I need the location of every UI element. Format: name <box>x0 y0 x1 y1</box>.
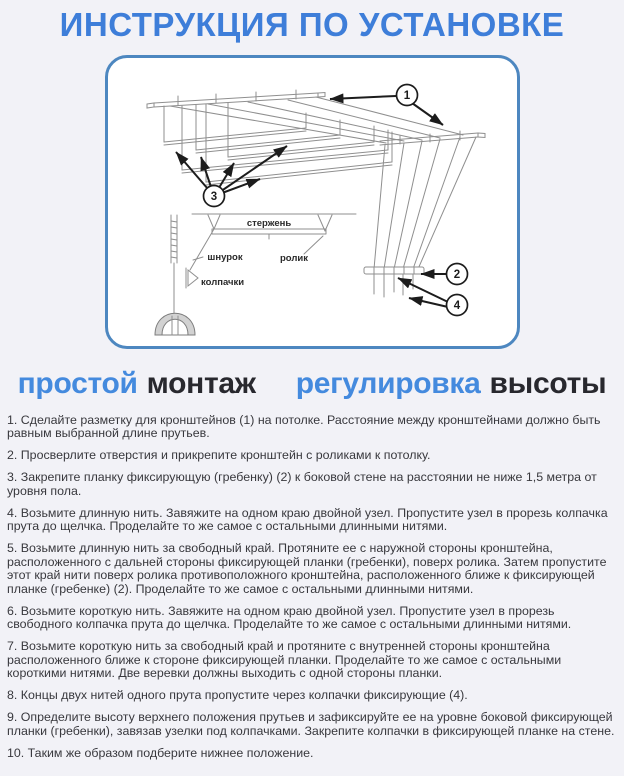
svg-text:1: 1 <box>403 89 410 102</box>
instruction-step-8: 8. Концы двух нитей одного прута пропустите через колпачки фиксирующие (4). <box>7 688 468 703</box>
subtitle-word-adjust: регулировка <box>295 366 481 400</box>
instruction-step-1: 1. Сделайте разметку для кронштейнов (1) на потолке. Расстояние между кронштейнами должно быть равным выбранной длине прутьев. <box>7 412 601 441</box>
instruction-list <box>0 401 624 761</box>
label-cord: шнурок <box>206 251 243 263</box>
callout-4 <box>446 294 467 315</box>
subtitle-phrase-height <box>296 367 607 401</box>
label-rod: стержень <box>246 217 291 229</box>
callout-3 <box>203 185 224 206</box>
instruction-step-5: 5. Возьмите длинную нить за свободный край. Протяните ее с наружной стороны кронштейна, расположенного с дальней стороны фиксирующей планки (гребенки), поверх ролика. Затем пропустите этот край нити поверх ролика противоположного кронштейна, расположенного ближе к фиксирующей планке (гребенке) (2). Проделайте то же самое с остальными длинными нитями. <box>7 541 607 596</box>
instruction-step-2: 2. Просверлите отверстия и прикрепите кронштейн с роликами к потолку. <box>7 448 431 463</box>
detail-inset <box>155 214 356 335</box>
subtitle-phrase-montage <box>18 367 256 401</box>
svg-text:2: 2 <box>453 268 460 281</box>
label-caps: колпачки <box>200 276 244 288</box>
installation-diagram <box>108 58 517 346</box>
subtitle-word-montage: монтаж <box>146 366 256 400</box>
ceiling-bracket-near <box>380 131 485 145</box>
subtitle-word-simple: простой <box>17 366 138 400</box>
callout-2 <box>446 263 467 284</box>
instruction-step-9: 9. Определите высоту верхнего положения прутьев и зафиксируйте ее на уровне боковой фиксирующей планки (гребенки), завязав узелки под колпачками. Закрепите колпачки в фиксирующей планке на стене. <box>7 710 615 738</box>
instruction-step-7: 7. Возьмите короткую нить за свободный край и протяните с внутренней стороны кронштейна расположенного ближе к стороне фиксирующей планки. Проделайте то же самое с остальными короткими нитями. Две веревки должны выходить с одной стороны планки. <box>7 639 562 681</box>
instruction-step-4: 4. Возьмите длинную нить. Завяжите на одном краю двойной узел. Пропустите узел в прорезь колпачка прута до щелчка. Проделайте то же самое с остальными длинными нитями. <box>7 505 608 534</box>
svg-text:3: 3 <box>210 190 217 203</box>
ceiling-strings <box>170 97 463 143</box>
instruction-step-6: 6. Возьмите короткую нить. Завяжите на одном краю двойной узел. Пропустите узел в прорезь свободного колпачка прута до щелчка. Проделайте то же самое с остальными длинными нитями. <box>7 603 572 632</box>
page-title: ИНСТРУКЦИЯ ПО УСТАНОВКЕ <box>59 6 565 43</box>
label-roller: ролик <box>279 252 308 264</box>
ceiling-bracket-far <box>147 90 325 108</box>
subtitle-word-height: высоты <box>489 366 607 400</box>
subtitle <box>0 367 624 401</box>
instruction-step-3: 3. Закрепите планку фиксирующую (гребенку) (2) к боковой стене на расстоянии не ниже 1,5 метра от уровня пола. <box>7 470 597 498</box>
installation-diagram-frame <box>105 55 520 349</box>
fixing-comb <box>364 267 424 274</box>
rod-hanger-strings <box>164 103 392 182</box>
instruction-step-10: 10. Таким же образом подберите нижнее положение. <box>7 745 314 760</box>
svg-text:4: 4 <box>453 299 460 312</box>
callout-1 <box>396 84 417 105</box>
